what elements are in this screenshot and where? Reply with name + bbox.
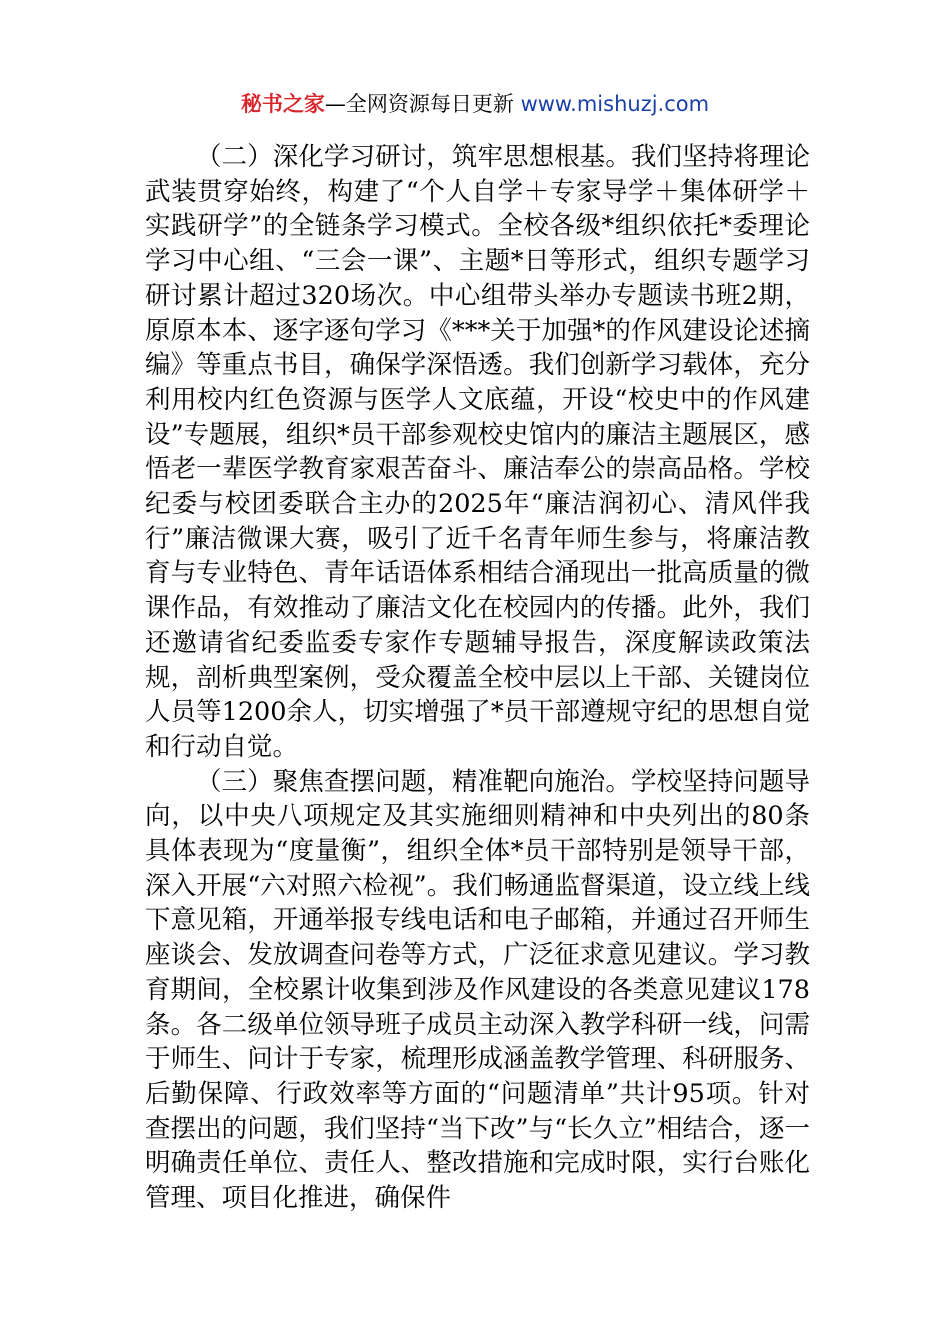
- site-header: [0, 88, 950, 120]
- site-brand: 秘书之家: [240, 92, 325, 116]
- site-url-link[interactable]: www.mishuzj.com: [520, 92, 710, 116]
- paragraph: （三）聚焦查摆问题，精准靶向施治。学校坚持问题导向，以中央八项规定及其实施细则精神和中央列出的80条具体表现为“度量衡”，组织全体*员干部特别是领导干部，深入开展“六对照六检视”。我们畅通监督渠道，设立线上线下意见箱，开通举报专线电话和电子邮箱，并通过召开师生座谈会、发放调查问卷等方式，广泛征求意见建议。学习教育期间，全校累计收集到涉及作风建设的各类意见建议178条。各二级单位领导班子成员主动深入教学科研一线，问需于师生、问计于专家，梳理形成涵盖教学管理、科研服务、后勤保障、行政效率等方面的“问题清单”共计95项。针对查摆出的问题，我们坚持“当下改”与“长久立”相结合，逐一明确责任单位、责任人、整改措施和完成时限，实行台账化管理、项目化推进，确保件: [145, 766, 810, 1214]
- site-tagline: —全网资源每日更新: [324, 92, 514, 116]
- document-body: [145, 140, 810, 1216]
- paragraph: （二）深化学习研讨，筑牢思想根基。我们坚持将理论武装贯穿始终，构建了“个人自学＋专家导学＋集体研学＋实践研学”的全链条学习模式。全校各级*组织依托*委理论学习中心组、“三会一课”、主题*日等形式，组织专题学习研讨累计超过320场次。中心组带头举办专题读书班2期，原原本本、逐字逐句学习《***关于加强*的作风建设论述摘编》等重点书目，确保学深悟透。我们创新学习载体，充分利用校内红色资源与医学人文底蕴，开设“校史中的作风建设”专题展，组织*员干部参观校史馆内的廉洁主题展区，感悟老一辈医学教育家艰苦奋斗、廉洁奉公的崇高品格。学校纪委与校团委联合主办的2025年“廉洁润初心、清风伴我行”廉洁微课大赛，吸引了近千名青年师生参与，将廉洁教育与专业特色、青年话语体系相结合涌现出一批高质量的微课作品，有效推动了廉洁文化在校园内的传播。此外，我们还邀请省纪委监委专家作专题辅导报告，深度解读政策法规，剖析典型案例，受众覆盖全校中层以上干部、关键岗位人员等1200余人，切实增强了*员干部遵规守纪的思想自觉和行动自觉。: [145, 142, 810, 762]
